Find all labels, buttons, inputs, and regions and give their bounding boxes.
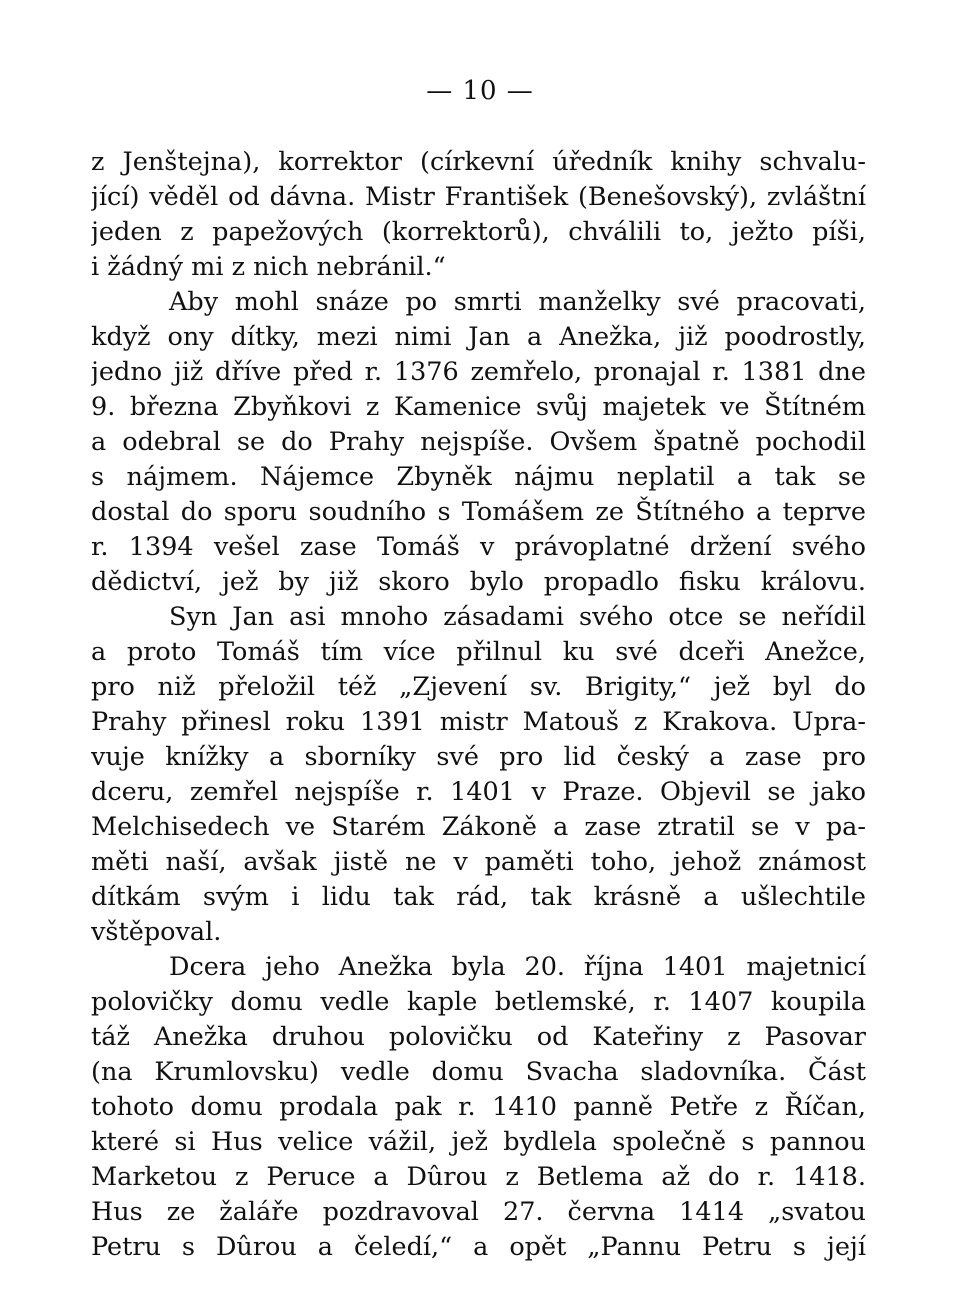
text-line: vuje knížky a sborníky své pro lid český a zase pro — [91, 742, 866, 772]
text-line: jedno již dříve před r. 1376 zemřelo, pronajal r. 1381 dne — [91, 357, 866, 387]
text-line: Aby mohl snáze po smrti manželky své pracovati, — [169, 287, 866, 317]
text-line: dědictví, jež by již skoro bylo propadlo fisku královu. — [91, 567, 866, 597]
text-line: dostal do sporu soudního s Tomášem ze Štítného a teprve — [91, 497, 866, 527]
text-line: Melchisedech ve Starém Zákoně a zase ztratil se v pa- — [91, 812, 866, 842]
text-line: tohoto domu prodala pak r. 1410 panně Petře z Říčan, — [91, 1092, 866, 1122]
text-line: Syn Jan asi mnoho zásadami svého otce se neřídil — [169, 602, 866, 632]
text-line: Marketou z Peruce a Dûrou z Betlema až do r. 1418. — [91, 1162, 866, 1192]
text-line: táž Anežka druhou polovičku od Kateřiny z Pasovar — [91, 1022, 866, 1052]
text-line: (na Krumlovsku) vedle domu Svacha sladovníka. Část — [91, 1057, 866, 1087]
text-line: měti naší, avšak jistě ne v paměti toho, jehož známost — [91, 847, 866, 877]
text-line: Dcera jeho Anežka byla 20. října 1401 majetnicí — [169, 952, 866, 982]
text-line: vštěpoval. — [91, 917, 222, 947]
text-line: jeden z papežových (korrektorů), chválili to, ježto píši, — [91, 217, 866, 247]
text-line: a proto Tomáš tím více přilnul ku své dceři Anežce, — [91, 637, 866, 667]
text-line: r. 1394 vešel zase Tomáš v právoplatné držení svého — [91, 532, 866, 562]
text-line: a odebral se do Prahy nejspíše. Ovšem špatně pochodil — [91, 427, 866, 457]
text-line: které si Hus velice vážil, jež bydlela společně s pannou — [91, 1127, 866, 1157]
text-line: Hus ze žaláře pozdravoval 27. června 1414 „svatou — [91, 1197, 866, 1227]
text-line: 9. března Zbyňkovi z Kamenice svůj majetek ve Štítném — [91, 392, 866, 422]
text-line: polovičky domu vedle kaple betlemské, r. 1407 koupila — [91, 987, 866, 1017]
text-line: pro niž přeložil též „Zjevení sv. Brigity,“ jež byl do — [91, 672, 866, 702]
text-line: i žádný mi z nich nebránil.“ — [91, 252, 446, 282]
text-line: s nájmem. Nájemce Zbyněk nájmu neplatil a tak se — [91, 462, 866, 492]
text-line: z Jenštejna), korrektor (církevní úředník knihy schvalu- — [91, 147, 866, 177]
page-number: — 10 — — [426, 76, 534, 106]
text-line: když ony dítky, mezi nimi Jan a Anežka, již poodrostly, — [91, 322, 866, 352]
text-line: dceru, zemřel nejspíše r. 1401 v Praze. Objevil se jako — [91, 777, 866, 807]
text-line: jící) věděl od dávna. Mistr František (Benešovský), zvláštní — [91, 182, 866, 212]
text-line: Petru s Dûrou a čeledí,“ a opět „Pannu Petru s její — [91, 1232, 866, 1262]
body-text — [91, 145, 866, 1265]
text-line: Prahy přinesl roku 1391 mistr Matouš z Krakova. Upra- — [91, 707, 866, 737]
text-line: dítkám svým i lidu tak rád, tak krásně a ušlechtile — [91, 882, 866, 912]
